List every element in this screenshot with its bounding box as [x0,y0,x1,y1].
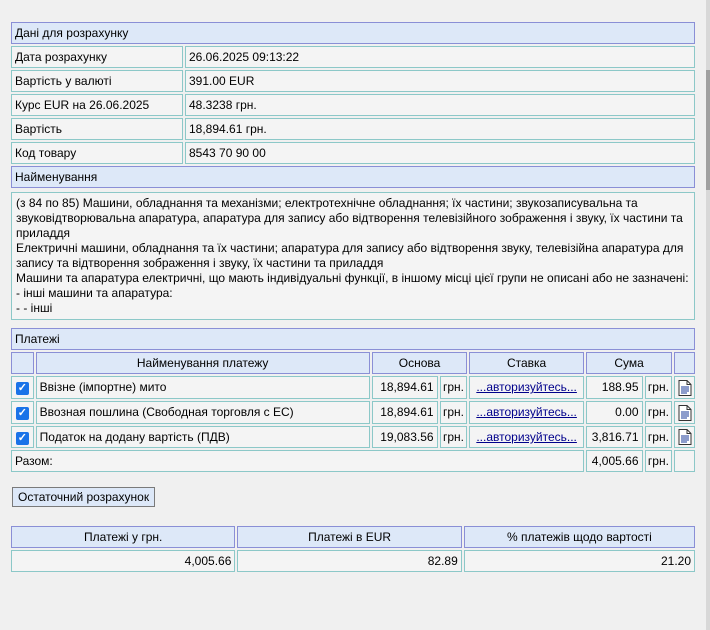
calc-label: Код товару [11,142,183,164]
col-rate: Ставка [469,352,583,374]
payment-doc[interactable] [674,376,695,399]
payment-sum: 3,816.71 [586,426,643,449]
calc-label: Дата розрахунку [11,46,183,68]
summary-uah-value: 4,005.66 [11,550,235,572]
calc-row-currency-value [11,70,695,92]
payment-base-currency: грн. [440,401,468,424]
total-label: Разом: [11,450,584,472]
summary-values [11,550,695,572]
scrollbar-thumb[interactable] [706,70,710,190]
col-base: Основа [372,352,468,374]
calc-label: Курс EUR на 26.06.2025 [11,94,183,116]
naming-description [11,192,695,320]
naming-line: - - інші [16,301,53,315]
payment-name: Податок на додану вартість (ПДВ) [36,426,370,449]
payments-panel [9,326,697,474]
summary-table [9,524,697,574]
payment-doc[interactable] [674,401,695,424]
checkbox-checked-icon[interactable]: ✓ [17,382,27,395]
payment-row-import-duty-eu [11,401,695,424]
checkbox-checked-icon[interactable]: ✓ [17,407,27,420]
payment-sum: 188.95 [586,376,643,399]
total-spacer [674,450,695,472]
calc-value: 18,894.61 грн. [185,118,695,140]
payment-rate-link[interactable]: ...авторизуйтесь... [469,376,583,399]
payment-rate-link[interactable]: ...авторизуйтесь... [469,401,583,424]
col-name: Найменування платежу [36,352,370,374]
summary-eur-value: 82.89 [237,550,461,572]
payment-sum: 0.00 [586,401,643,424]
summary-percent-value: 21.20 [464,550,695,572]
calc-row-value [11,118,695,140]
payments-columns [11,352,695,374]
total-currency: грн. [645,450,673,472]
calc-row-rate [11,94,695,116]
naming-line: Електричні машини, обладнання та їх частини; апаратура для запису або відтворення звуку, телевізійна апаратура для запису та відтворення зображення і звуку, їх частини та приладдя [16,241,684,270]
summary-col-eur: Платежі в EUR [237,526,461,548]
payment-name: Ввізне (імпортне) мито [36,376,370,399]
document-icon[interactable] [678,405,692,421]
calc-label: Вартість у валюті [11,70,183,92]
col-doc [674,352,695,374]
payment-sum-currency: грн. [645,426,673,449]
payment-sum-currency: грн. [645,376,673,399]
payment-checkbox[interactable] [11,376,34,399]
summary-columns [11,526,695,548]
total-value: 4,005.66 [586,450,643,472]
payment-checkbox[interactable] [11,401,34,424]
calc-value: 391.00 EUR [185,70,695,92]
naming-line: Машини та апаратура електричні, що мають індивідуальні функції, в іншому місці цієї групи не описані або не зазначені: [16,271,689,285]
payment-row-import-duty [11,376,695,399]
payment-checkbox[interactable] [11,426,34,449]
calc-row-date [11,46,695,68]
calc-value: 48.3238 грн. [185,94,695,116]
summary-col-uah: Платежі у грн. [11,526,235,548]
payment-base: 19,083.56 [372,426,438,449]
calc-table [9,20,697,190]
payment-sum-currency: грн. [645,401,673,424]
payment-name: Ввозная пошлина (Свободная торговля с ЕС) [36,401,370,424]
calc-value: 26.06.2025 09:13:22 [185,46,695,68]
calc-panel [9,20,697,322]
payment-doc[interactable] [674,426,695,449]
document-icon[interactable] [678,429,692,445]
payments-header: Платежі [11,328,695,350]
col-check [11,352,34,374]
payment-base-currency: грн. [440,376,468,399]
payments-total-row [11,450,695,472]
calc-header: Дані для розрахунку [11,22,695,44]
calc-row-code [11,142,695,164]
payment-rate-link[interactable]: ...авторизуйтесь... [469,426,583,449]
payment-base-currency: грн. [440,426,468,449]
summary-col-percent: % платежів щодо вартості [464,526,695,548]
summary-panel [9,524,697,574]
naming-header: Найменування [11,166,695,188]
calc-value: 8543 70 90 00 [185,142,695,164]
checkbox-checked-icon[interactable]: ✓ [17,432,27,445]
payment-base: 18,894.61 [372,376,438,399]
naming-line: - інші машини та апаратура: [16,286,173,300]
document-icon[interactable] [678,380,692,396]
payment-base: 18,894.61 [372,401,438,424]
payments-table [9,326,697,474]
payment-row-vat [11,426,695,449]
calc-label: Вартість [11,118,183,140]
final-calculation-button[interactable]: Остаточний розрахунок [12,487,155,507]
naming-line: (з 84 по 85) Машини, обладнання та механізми; електротехнічне обладнання; їх частини; звукозаписувальна та звуковідтворювальна апаратура, апаратура для запису або відтворення телевізійного зображення і звуку, їх частини та приладдя [16,196,683,240]
col-sum: Сума [586,352,673,374]
scrollbar[interactable] [706,0,710,630]
